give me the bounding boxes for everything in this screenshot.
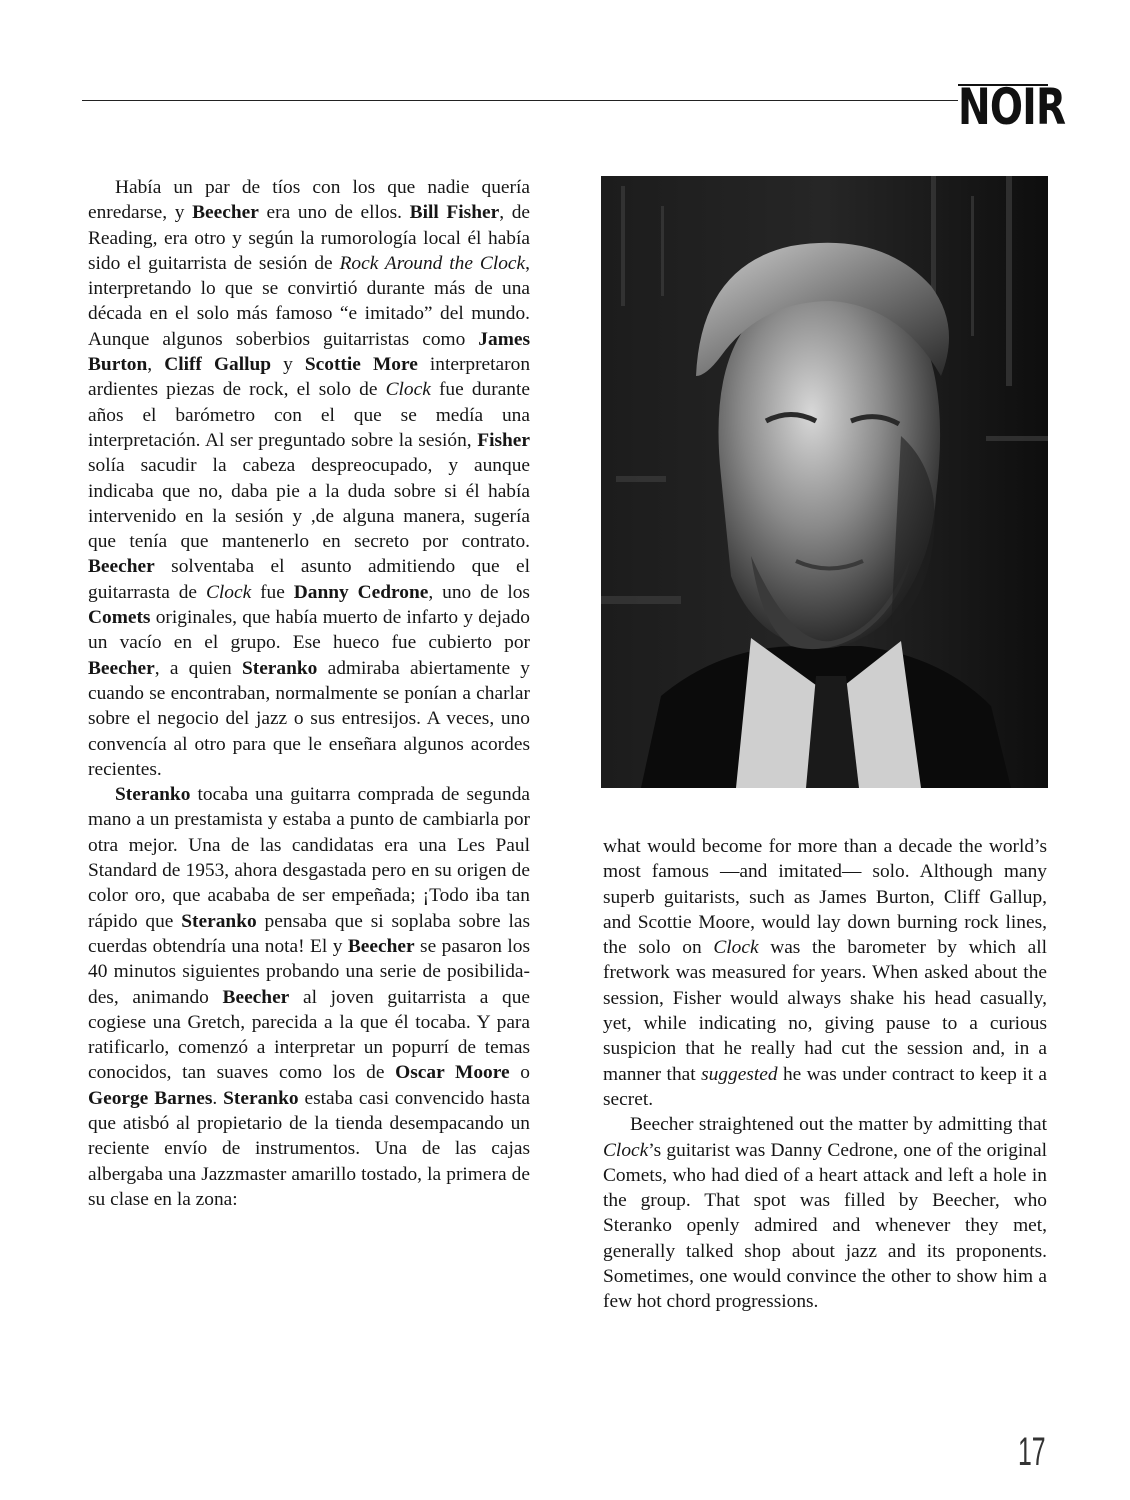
text-run: ’s guitarist was Danny Cedrone, one of the original Comets, who had died of a heart attack and left a hole in the group. That spot was filled by Beecher, who Steranko openly admired and whenever they met, generally talked shop about jazz and its proponents. Sometimes, one would convince the other to show him a few hot chord progressions. (603, 1139, 1047, 1313)
name-beecher: Beecher (88, 556, 155, 578)
text-run: , a quien (154, 657, 242, 679)
text-run: y (271, 354, 305, 376)
portrait-photo (601, 176, 1048, 788)
text-run: al joven guitarrista a que cogiese una Gretch, parecida a la que él tocaba. Y para ratificarlo, comenzó a interpretar un popurrí de temas conocidos, tan suaves como los de (88, 986, 530, 1084)
title-clock: Clock (603, 1139, 649, 1161)
text-run: what would become for more than a decade the world’s most famous —and imitated— solo. Although many superb guitarists, such as James Burton, Cliff Gallup, and Scottie Moore, would lay down burning rock lines, the solo on (603, 836, 1047, 959)
name-oscar-moore: Oscar Moore (395, 1062, 510, 1084)
page-number: 17 (1018, 1430, 1046, 1474)
text-run: estaba casi convencido hasta que atisbó al propietario de la tienda desempacando un reciente envío de instrumentos. Una de las cajas albergaba una Jazzmaster amarillo tostado, la primera de su clase en la zona: (88, 1087, 530, 1210)
name-scottie-more: Scottie More (304, 354, 418, 376)
left-column (88, 175, 530, 1212)
name-fisher: Fisher (477, 429, 530, 451)
text-run: se pasaron los 40 minutos siguientes probando una serie de posibilidades, animando (88, 935, 530, 1008)
name-steranko: Steranko (241, 657, 318, 679)
text-run: solía sacudir la cabeza despreocupado, y aunque indicaba que no, daba pie a la duda sobre si él había intervenido en la sesión y ,de alguna manera, sugería que tenía que mantenerlo en secreto por contrato. (88, 455, 530, 553)
right-paragraph-1 (603, 834, 1047, 1112)
text-run: pensaba que si soplaba sobre las cuerdas obtendría una nota! El y (88, 910, 530, 957)
header-rule (82, 100, 958, 101)
text-run: was the barometer by which all fretwork was measured for years. When asked about the session, Fisher would always shake his head casually, yet, while indicating no, giving pause to a curious suspicion that he really had cut the session and, in a manner that (603, 937, 1047, 1085)
emphasis-suggested: suggested (701, 1063, 778, 1085)
title-clock: Clock (205, 581, 252, 603)
text-run: Había un par de tíos con los que nadie quería enredarse, y (88, 177, 530, 224)
right-column (603, 834, 1047, 1315)
name-cliff-gallup: Cliff Gallup (164, 354, 272, 376)
text-run: , uno de los (428, 581, 530, 603)
name-beecher: Beecher (347, 935, 415, 957)
name-james-burton: James Burton (88, 328, 530, 376)
text-run: tocaba una guitarra comprada de segunda mano a un prestamista y estaba a punto de cambiarla por otra mejor. Una de las candidatas era una Les Paul Standard de 1953, ahora desgastada pero en su origen de color oro, que acababa de ser empeñada; ¡Todo iba tan rápido que (88, 784, 530, 932)
name-comets: Comets (88, 607, 151, 629)
text-run: , (147, 354, 165, 376)
text-run: admiraba abiertamente y cuando se encontraban, normalmente se ponían a charlar sobre el negocio del jazz o sus entresijos. A veces, uno convencía al otro para que le enseñara algunos acordes recientes. (88, 657, 530, 780)
title-clock: Clock (713, 937, 759, 959)
text-run: o (509, 1062, 530, 1084)
name-steranko: Steranko (223, 1087, 299, 1109)
name-george-barnes: George Barnes (88, 1087, 213, 1109)
text-run: fue (251, 581, 294, 603)
name-danny-cedrone: Danny Cedrone (293, 581, 429, 603)
text-run: he was under contract to keep it a secret. (603, 1063, 1047, 1110)
title-clock: Clock (385, 379, 431, 401)
name-beecher: Beecher (192, 202, 259, 224)
left-paragraph-2 (88, 782, 530, 1212)
text-run: originales, que había muerto de infarto y dejado un vacío en el grupo. Ese hueco fue cubierto por (88, 607, 530, 654)
text-run: fue durante años el barómetro con el que se medía una interpretación. Al ser preguntado sobre la sesión, (88, 379, 530, 451)
text-run: . (212, 1087, 224, 1109)
noir-logo: NOIR (958, 78, 1066, 136)
text-run: solventaba el asunto admitiendo que el guitarrasta de (88, 556, 530, 603)
name-beecher: Beecher (222, 986, 290, 1008)
name-steranko: Steranko (115, 784, 191, 806)
name-bill-fisher: Bill Fisher (409, 202, 500, 224)
portrait-illustration (601, 176, 1048, 788)
text-run: Beecher straightened out the matter by admitting that (630, 1114, 1047, 1136)
right-paragraph-2 (603, 1112, 1047, 1314)
text-run: , de Reading, era otro y según la rumorología local él había sido el guitarrista de sesión de (88, 202, 531, 274)
text-run: era uno de ellos. (258, 202, 410, 224)
text-run: , interpretando lo que se convirtió durante más de una década en el solo más famoso “e imitado” del mundo. Aunque algunos soberbios guitarristas como (88, 252, 530, 350)
left-paragraph-1 (88, 175, 530, 782)
name-beecher: Beecher (88, 657, 155, 679)
name-steranko: Steranko (181, 910, 257, 932)
text-run: interpretaron ardientes piezas de rock, el solo de (88, 354, 531, 401)
title-rock-around-the-clock: Rock Around the Clock (339, 252, 526, 274)
